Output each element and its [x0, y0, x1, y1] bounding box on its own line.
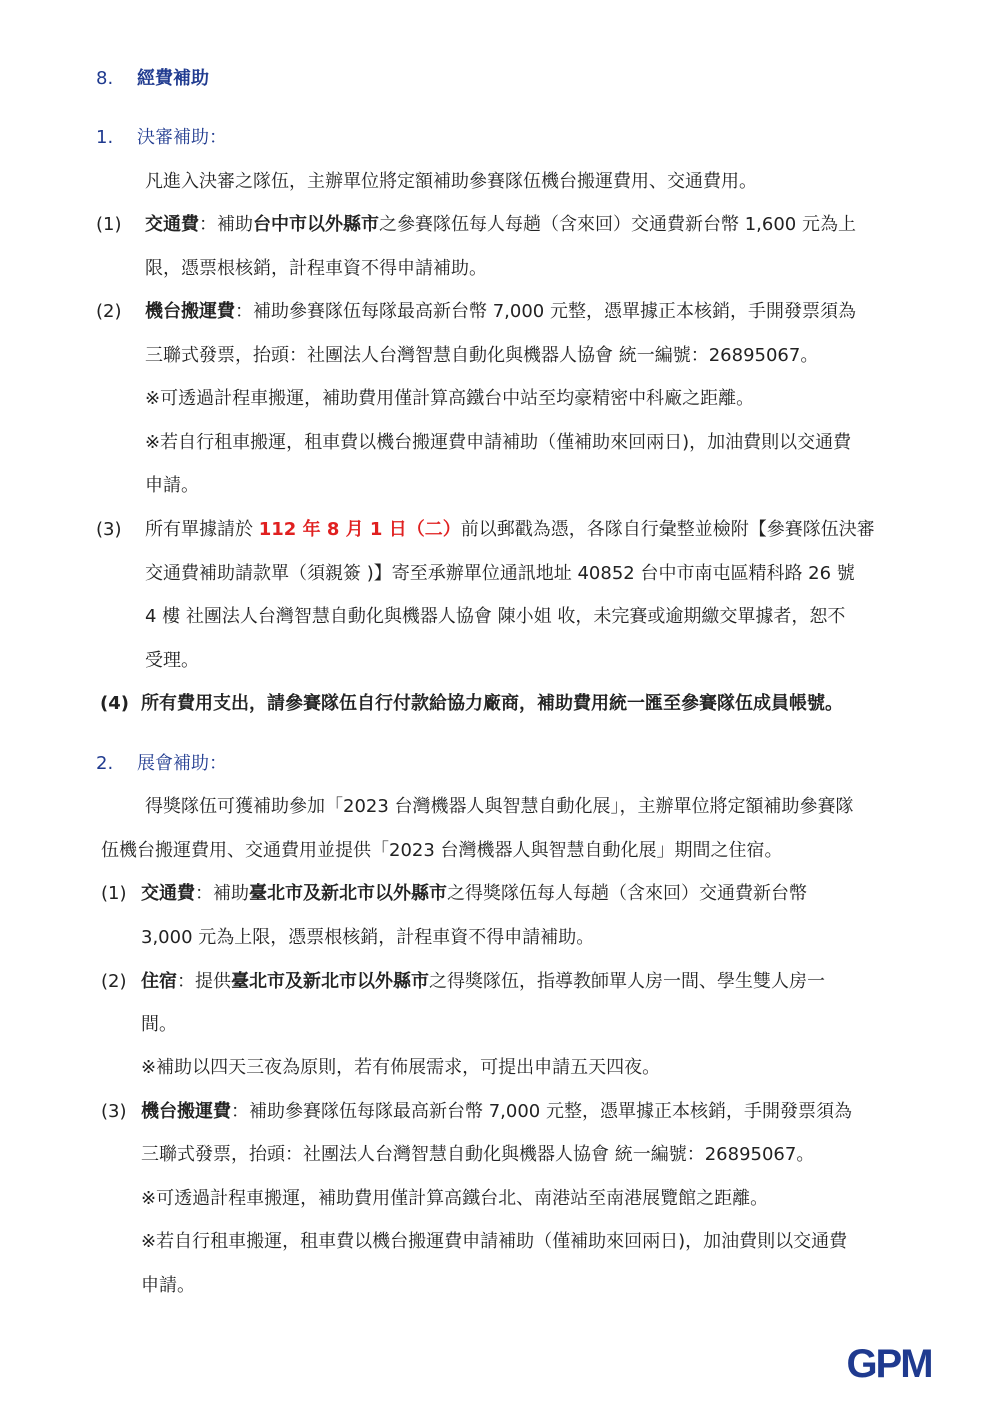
sub2-item3-number: (3) — [101, 1101, 127, 1122]
sub1-item1-line2: 限，憑票根核銷，計程車資不得申請補助。 — [145, 258, 487, 279]
sub1-item4-text: 所有費用支出，請參賽隊伍自行付款給協力廠商，補助費用統一匯至參賽隊伍成員帳號。 — [141, 693, 843, 714]
text: ：提供 — [177, 971, 231, 992]
sub1-item2-number: (2) — [96, 301, 122, 322]
section-number: 8. — [96, 68, 114, 89]
text: 所有單據請於 — [145, 519, 259, 540]
label: 交通費 — [141, 883, 195, 904]
sub2-item1-line2: 3,000 元為上限，憑票根核銷，計程車資不得申請補助。 — [141, 927, 595, 948]
text: ：補助參賽隊伍每隊最高新台幣 7,000 元整，憑單據正本核銷，手開發票須為 — [231, 1101, 852, 1122]
sub1-item4-number: (4) — [100, 693, 129, 714]
text: 之得獎隊伍每人每趟（含來回）交通費新台幣 — [447, 883, 807, 904]
label: 機台搬運費 — [145, 301, 235, 322]
sub2-item3-line2: 三聯式發票，抬頭：社團法人台灣智慧自動化與機器人協會 統一編號：26895067。 — [141, 1144, 815, 1165]
sub1-item3-line1 — [145, 518, 875, 542]
sub2-title: 展會補助： — [137, 753, 227, 774]
gpm-logo-text: GPM — [846, 1343, 932, 1383]
text: 之參賽隊伍每人每趟（含來回）交通費新台幣 1,600 元為上 — [379, 214, 856, 235]
sub2-item2-line1 — [141, 970, 825, 994]
sub2-intro-line2: 伍機台搬運費用、交通費用並提供「2023 台灣機器人與智慧自動化展」期間之住宿。 — [101, 840, 783, 861]
text: 之得獎隊伍，指導教師單人房一間、學生雙人房一 — [429, 971, 825, 992]
text: ：補助 — [195, 883, 249, 904]
sub2-intro-line1: 得獎隊伍可獲補助參加「2023 台灣機器人與智慧自動化展」，主辦單位將定額補助參賽隊 — [145, 796, 854, 817]
emph: 臺北市及新北市以外縣市 — [231, 971, 429, 992]
sub1-item2-note1: ※可透過計程車搬運，補助費用僅計算高鐵台中站至均豪精密中科廠之距離。 — [145, 388, 755, 409]
sub2-item1-number: (1) — [101, 883, 127, 904]
label: 交通費 — [145, 214, 199, 235]
gpm-logo — [838, 1343, 940, 1383]
sub2-item3-note2: ※若自行租車搬運，租車費以機台搬運費申請補助（僅補助來回兩日)，加油費則以交通費 — [141, 1231, 848, 1252]
emph: 台中市以外縣市 — [253, 214, 379, 235]
deadline-date: 112 年 8 月 1 日（二） — [258, 519, 461, 540]
section-title: 經費補助 — [137, 68, 209, 89]
sub2-item2-note: ※補助以四天三夜為原則，若有佈展需求，可提出申請五天四夜。 — [141, 1057, 661, 1078]
sub1-item2-line2: 三聯式發票，抬頭：社團法人台灣智慧自動化與機器人協會 統一編號：26895067。 — [145, 345, 819, 366]
sub2-item1-line1 — [141, 882, 807, 906]
sub1-number: 1. — [96, 127, 114, 148]
sub1-item3-line2: 交通費補助請款單（須親簽 )】寄至承辦單位通訊地址 40852 台中市南屯區精科路 26 號 — [145, 563, 855, 584]
sub2-number: 2. — [96, 753, 114, 774]
sub1-item3-line4: 受理。 — [145, 650, 199, 671]
text: 前以郵戳為憑，各隊自行彙整並檢附【參賽隊伍決審 — [460, 519, 875, 540]
sub1-intro: 凡進入決審之隊伍，主辦單位將定額補助參賽隊伍機台搬運費用、交通費用。 — [145, 171, 757, 192]
sub1-item2-line1 — [145, 300, 856, 324]
sub1-item2-note2-cont: 申請。 — [145, 475, 199, 496]
label: 機台搬運費 — [141, 1101, 231, 1122]
sub1-item3-line3: 4 樓 社團法人台灣智慧自動化與機器人協會 陳小姐 收，未完賽或逾期繳交單據者，恕不 — [145, 606, 846, 627]
sub1-item1-line1 — [145, 213, 856, 237]
sub2-item2-line2: 間。 — [141, 1014, 177, 1035]
sub2-item3-note1: ※可透過計程車搬運，補助費用僅計算高鐵台北、南港站至南港展覽館之距離。 — [141, 1188, 769, 1209]
sub2-item2-number: (2) — [101, 971, 127, 992]
sub2-item3-line1 — [141, 1100, 852, 1124]
label: 住宿 — [141, 971, 177, 992]
emph: 臺北市及新北市以外縣市 — [249, 883, 447, 904]
sub1-item1-number: (1) — [96, 214, 122, 235]
sub1-item3-number: (3) — [96, 519, 122, 540]
sub1-item2-note2: ※若自行租車搬運，租車費以機台搬運費申請補助（僅補助來回兩日)，加油費則以交通費 — [145, 432, 852, 453]
sub2-item3-note2-cont: 申請。 — [141, 1275, 195, 1296]
text: ：補助參賽隊伍每隊最高新台幣 7,000 元整，憑單據正本核銷，手開發票須為 — [235, 301, 856, 322]
text: ：補助 — [199, 214, 253, 235]
sub1-title: 決審補助： — [137, 127, 227, 148]
